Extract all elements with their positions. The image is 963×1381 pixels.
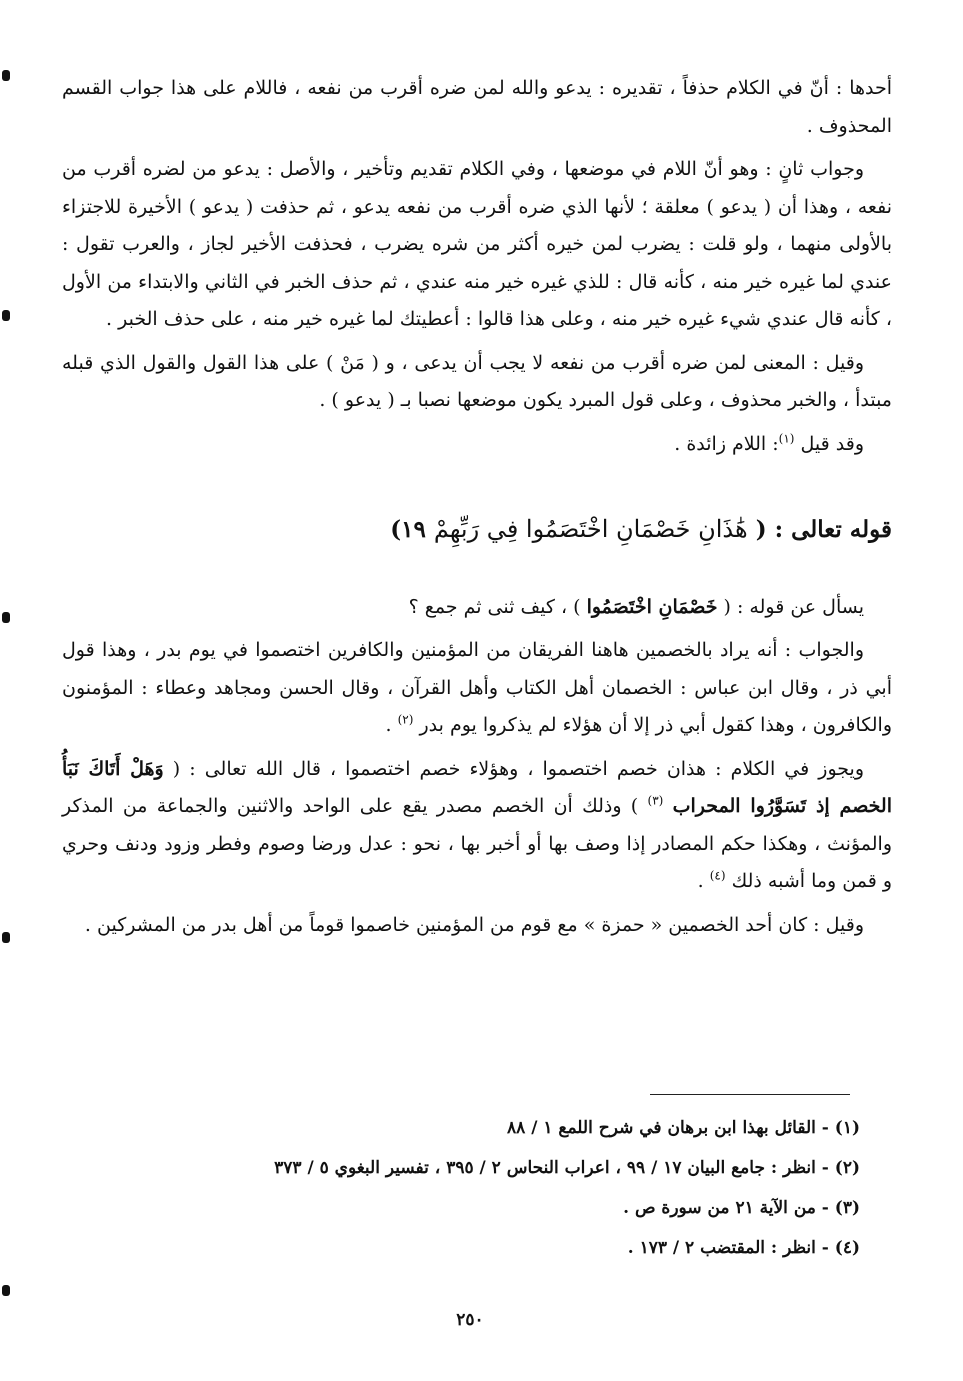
footnote-divider xyxy=(650,1094,850,1095)
paragraph-3: وقيل : المعنى لمن ضره أقرب من نفعه لا يجب أن يدعى ، و ( مَنْ ) على هذا القول والقول الذي قبله مبتدأ ، والخبر محذوف ، وعلى قول المبرد يكون موضعها نصبا بـ ( يدعو ) . xyxy=(62,351,892,411)
p4-after: : اللام زائدة . xyxy=(674,432,779,455)
footnote-2: (٢) - انظر : جامع البيان ١٧ / ٩٩ ، اعراب النحاس ٢ / ٣٩٥ ، تفسير البغوي ٥ / ٣٧٣ xyxy=(274,1158,860,1178)
verse-intro: قوله تعالى : ( xyxy=(755,516,892,543)
p5-quote: خَصْمَانِ اخْتَصَمُوا xyxy=(586,595,718,618)
page-body xyxy=(62,70,892,950)
p5-after: ) ، كيف ثنى ثم جمع ؟ xyxy=(408,595,581,618)
verse-heading xyxy=(62,511,892,549)
paragraph-7 xyxy=(62,751,892,901)
scan-mark xyxy=(2,70,10,81)
footnotes xyxy=(150,1108,860,1268)
footnote-3: (٣) - من الآية ٢١ من سورة ص . xyxy=(623,1198,860,1218)
p4-before: وقد قيل xyxy=(794,432,864,455)
footnote-4: (٤) - انظر : المقتضب ٢ / ١٧٣ . xyxy=(627,1238,860,1258)
scan-mark xyxy=(2,310,10,321)
paragraph-8: وقيل : كان أحد الخصمين « حمزة » مع قوم من المؤمنين خاصموا قوماً من أهل بدر من المشركين . xyxy=(84,913,864,936)
paragraph-4 xyxy=(62,426,892,464)
scan-mark xyxy=(2,612,10,623)
p7-quote: وَهَلْ أَتَاكَ نَبَأُ الخصم إذ تَسَوَّرُوا المحراب xyxy=(62,757,892,817)
footnote-ref-2: (٢) xyxy=(397,712,414,727)
p7-end: . xyxy=(697,870,704,892)
p6-after: . xyxy=(385,714,392,736)
p6-text: والجواب : أنه يراد بالخصمين هاهنا الفريقان من المؤمنين والكافرين اختصموا في يوم بدر ، وهذا قول أبي ذر ، وقال ابن عباس : الخصمان أهل الكتاب وأهل القرآن ، وقال الحسن ومجاهد وعطاء : المؤمنون والكافرون ، وهذا كقول أبي ذر إلا أن هؤلاء لم يذكروا يوم بدر xyxy=(62,639,892,736)
paragraph-6 xyxy=(62,632,892,745)
footnote-ref-1: (١) xyxy=(778,431,795,446)
footnote-ref-4: (٤) xyxy=(709,868,726,883)
page-number: ٢٥٠ xyxy=(456,1310,484,1330)
scan-mark xyxy=(2,1285,10,1296)
paragraph-2: وجواب ثانٍ : وهو أنّ اللام في موضعها ، وفي الكلام تقديم وتأخير ، والأصل : يدعو من لضره أقرب من نفعه ، وهذا أن ( يدعو ) معلقة ؛ لأنها الذي ضره أقرب من نفعه يدعو ، ثم حذفت ( يدعو ) الأخيرة للاجتزاء بالأولى منهما ، ولو قلت : يضرب لمن خيره أكثر من شره يضرب ، فحذفت الأخير لجاز ، والعرب تقول : عندي لما غيره خير منه ، كأنه قال : للذي غيره خير منه عندي ، ثم حذف الخبر في الثاني والابتداء من الأول ، كأنه قال عندي شيء غيره خير منه ، وعلى هذا قالوا : أعطيتك لما غيره خير منه ، على حذف الخبر . xyxy=(62,158,892,330)
scan-mark xyxy=(2,932,10,943)
footnote-ref-3: (٣) xyxy=(647,793,664,808)
paragraph-5 xyxy=(62,589,892,627)
p5-before: يسأل عن قوله : ( xyxy=(723,595,864,618)
verse-text: هَٰذَانِ خَصْمَانِ اخْتَصَمُوا فِي رَبِّهِمْ xyxy=(433,515,748,543)
verse-number: ١٩) xyxy=(390,516,426,543)
p7-before: ويجوز في الكلام : هذان خصم اختصموا ، وهؤلاء خصم اختصموا ، قال الله تعالى : ( xyxy=(172,757,864,780)
footnote-1: (١) - القائل بهذا ابن برهان في شرح اللمع ١ / ٨٨ xyxy=(507,1118,860,1138)
p7-after: ) وذلك أن الخصم مصدر يقع على الواحد والاثنين والجماعة من المذكر والمؤنث ، وهكذا حكم المصادر إذا وصف بها أو أخبر بها ، نحو : عدل ورضا وصوم وفطر وزود ودنف وحري و قمن وما أشبه ذلك xyxy=(62,795,892,892)
paragraph-1: أحدها : أنّ في الكلام حذفاً ، تقديره : يدعو والله لمن ضره أقرب من نفعه ، فاللام على هذا جواب القسم المحذوف . xyxy=(62,77,892,137)
